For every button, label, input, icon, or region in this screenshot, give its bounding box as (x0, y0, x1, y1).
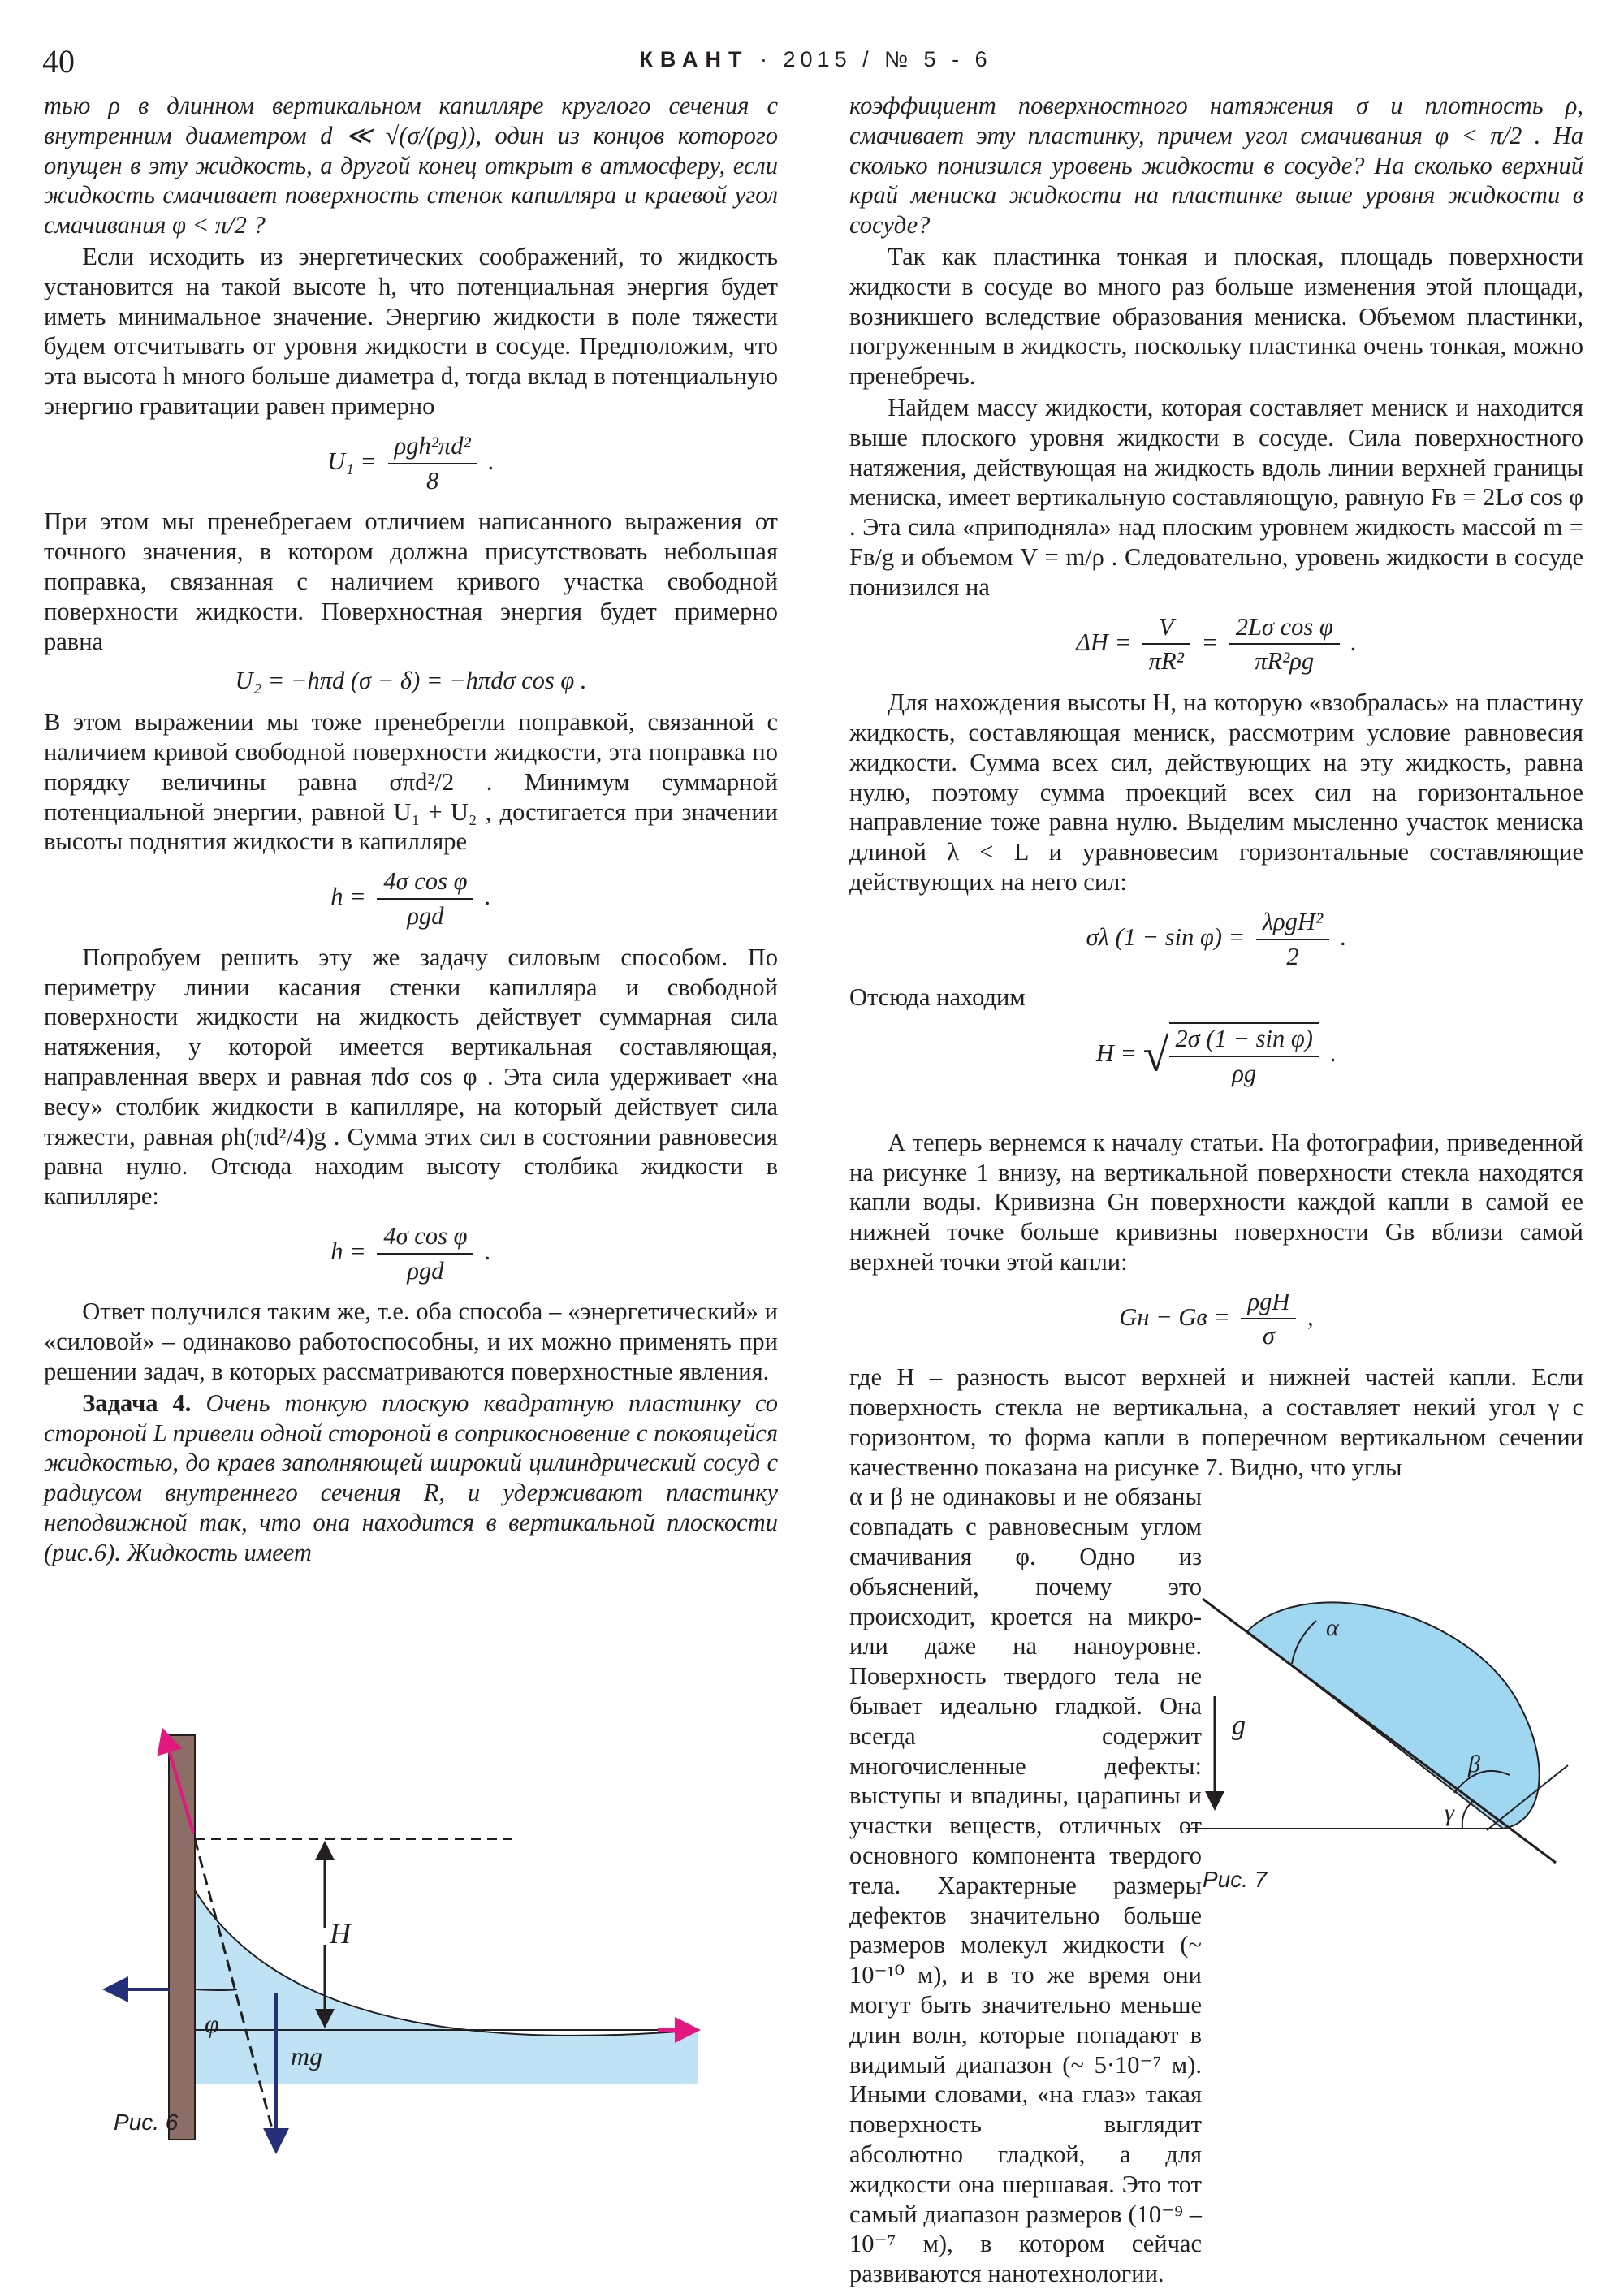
fraction-numerator: 2Lσ cos φ (1229, 612, 1340, 646)
equation-equals: = (1194, 628, 1224, 656)
equation-end: . (478, 1237, 491, 1265)
fraction-numerator: 4σ cos φ (377, 1221, 473, 1255)
drop-shape (1247, 1602, 1540, 1829)
equation-curvature (849, 1287, 1583, 1352)
angle-gamma-arc (1462, 1802, 1472, 1829)
fraction-numerator: 2σ (1 − sin φ) (1169, 1024, 1320, 1057)
fraction-numerator: λρgH² (1256, 907, 1329, 940)
magazine-title: КВАНТ (639, 47, 749, 71)
equation-u1 (44, 431, 778, 496)
fraction (377, 1221, 473, 1286)
equation-h-force (44, 1221, 778, 1286)
label-phi: φ (205, 2009, 219, 2038)
equation-end: . (1334, 922, 1347, 951)
page-header (42, 42, 1589, 83)
fraction-denominator: πR²ρg (1255, 647, 1315, 676)
paragraph: Попробуем решить эту же задачу силовым способом. По периметру линии касания стенки капилляра и свободной поверхности жидкости на жидкость действует суммарная сила натяжения, у которой имеется вертикальная составляющая, направленная вверх и равная πdσ cos φ . Эта сила удерживает «на весу» столбик жидкости в капилляре, на который действует сила тяжести, равная ρh(πd²/4)g . Сумма этих сил в состоянии равновесия равна нулю. Отсюда находим высоту столбика жидкости в капилляре: (44, 943, 778, 1211)
fraction (1241, 1287, 1296, 1352)
paragraph: Если исходить из энергетических соображений, то жидкость установится на такой высоте h, что потенциальная энергия будет иметь минимальное значение. Энергию жидкости в поле тяжести будем отсчитывать от уровня жидкости в сосуде. Предположим, что эта высота h много больше диаметра d, тогда вклад в потенциальную энергию гравитации равен примерно (44, 242, 778, 420)
fraction (1256, 907, 1329, 972)
fraction-denominator: ρgd (407, 1256, 444, 1285)
paragraph: Для нахождения высоты H, на которую «взобралась» на пластину жидкость, составляющая мениск, рассмотрим условие равновесия жидкости. Сумма всех сил, действующих на эту жидкость, равна нулю, поэтому сумма проекций всех сил на горизонтальное направление тоже равна нулю. Выделим мысленно участок мениска длиной λ < L и уравновесим горизонтальные составляющие действующих на него сил: (849, 689, 1583, 896)
fraction-numerator: V (1142, 612, 1190, 646)
fraction (1142, 612, 1190, 677)
paragraph: Ответ получился таким же, т.е. оба способа – «энергетический» и «силовой» – одинаково работоспособны, и их можно применять при решении задач, в которых рассматриваются поверхностные явления. (44, 1298, 778, 1386)
label-g: g (1232, 1711, 1246, 1741)
paragraph: Найдем массу жидкости, которая составляет мениск и находится выше плоского уровня жидкости в сосуде. Сила поверхностного натяжения, действующая на жидкость вдоль линии верхней границы мениска, имеет вертикальную составляющую, равную Fв = 2Lσ cos φ . Эта сила «приподняла» над плоским уровнем жидкость массой m = Fв/g и объемом V = m/ρ . Следовательно, уровень жидкости в сосуде понизился на (849, 393, 1583, 601)
equation-delta-h (849, 612, 1583, 677)
fraction-numerator: 4σ cos φ (377, 866, 473, 900)
task-text: Очень тонкую плоскую квадратную пластинку со стороной L привели одной стороной в соприкосновение с покоящейся жидкостью, до краев заполняющей широкий цилиндрический сосуд с радиусом внутреннего сечения R, и удерживают пластинку неподвижной так, что она находится в вертикальной плоскости (рис.6). Жидкость имеет (44, 1389, 778, 1566)
equation-end: . (1344, 628, 1357, 656)
paragraph: Отсюда находим (849, 983, 1026, 1012)
left-column (44, 91, 778, 1568)
equation-balance (849, 907, 1583, 972)
paragraph: А теперь вернемся к началу статьи. На фотографии, приведенной на рисунке 1 внизу, на вертикальной поверхности стекла находятся капли воды. Кривизна Gн поверхности каждой капли в самой ее нижней точке больше кривизны поверхности Gв вблизи самой верхней точки этой капли: (849, 1128, 1583, 1276)
figure-6 (89, 1717, 739, 2156)
figure-7-caption: Рис. 7 (1203, 1867, 1268, 1892)
label-alpha: α (1326, 1614, 1339, 1641)
fraction-denominator: πR² (1148, 647, 1184, 676)
equation-lhs: σλ (1 − sin φ) = (1086, 922, 1251, 951)
figure-6-caption: Рис. 6 (114, 2110, 179, 2135)
intro-problem-text: тью ρ в длинном вертикальном капилляре круглого сечения с внутренним диаметром d ≪ √(σ/(ρg)), один из концов которого опущен в эту жидкость, а другой конец открыт в атмосферу, если жидкость смачивает поверхность стенок капилляра и краевой угол смачивания φ < π/2 ? (44, 92, 778, 240)
fraction (388, 431, 477, 496)
equation-lhs: U₁ = (327, 447, 383, 475)
label-gamma: γ (1445, 1799, 1454, 1826)
task-4 (44, 1389, 778, 1568)
equation-u2: U₂ = −hπd (σ − δ) = −hπdσ cos φ . (235, 667, 587, 695)
equation-h (44, 866, 778, 931)
running-head (42, 47, 1589, 72)
equation-lhs: h = (330, 882, 373, 910)
fraction-denominator: ρgd (407, 901, 444, 930)
equation-end: . (1324, 1039, 1337, 1067)
fraction-numerator: ρgh²πd² (388, 431, 477, 464)
fraction-numerator: ρgH (1241, 1287, 1296, 1320)
label-mg: mg (291, 2041, 323, 2071)
fraction-denominator: 8 (425, 466, 439, 495)
label-H: H (330, 1917, 351, 1950)
paragraph: где H – разность высот верхней и нижней частей капли. Если поверхность стекла не вертикальна, а составляет некий угол γ с горизонтом, то форма капли в поперечном вертикальном сечении качественно показана на рисунке 7. Видно, что углы (849, 1363, 1583, 1481)
page-number: 40 (42, 43, 75, 80)
fraction (1229, 612, 1340, 677)
right-column (849, 91, 1583, 2289)
equation-H (849, 1022, 1583, 1089)
label-beta: β (1468, 1751, 1480, 1777)
equation-end: . (478, 882, 491, 910)
angle-phi-arc (195, 1989, 237, 1990)
paragraph: В этом выражении мы тоже пренебрегли поправкой, связанной с наличием кривой свободной поверхности жидкости, эта поправка по порядку величины равна σπd²/2 . Минимум суммарной потенциальной энергии, равной U₁ + U₂ , достигается при значении высоты поднятия жидкости в капилляре (44, 708, 778, 856)
sqrt-sign: √ (1142, 1028, 1169, 1082)
equation-lhs: h = (330, 1237, 373, 1265)
fraction-denominator: ρg (1232, 1059, 1257, 1087)
paragraph: Так как пластинка тонкая и плоская, площадь поверхности жидкости в сосуде во много раз больше изменения этой площади, возникшего вследствие образования мениска. Объемом пластинки, погруженным в жидкость, поскольку пластинка очень тонкая, можно пренебречь. (849, 242, 1583, 391)
fraction (1169, 1022, 1320, 1089)
task-4-continued: коэффициент поверхностного натяжения σ и плотность ρ, смачивает эту пластинку, причем угол смачивания φ < π/2 . На сколько понизился уровень жидкости в сосуде? На сколько верхний край мениска жидкости на пластинке выше уровня жидкости в сосуде? (849, 92, 1583, 240)
paragraph: При этом мы пренебрегаем отличием написанного выражения от точного значения, в котором должна присутствовать небольшая поправка, связанная с наличием кривого участка свободной поверхности жидкости. Поверхностная энергия будет примерно равна (44, 507, 778, 655)
fraction-denominator: σ (1262, 1322, 1275, 1350)
equation-end: . (482, 447, 495, 475)
paragraph: α и β не одинаковы и не обязаны совпадать с равновесным углом смачивания φ. Одно из объяснений, почему это происходит, кроется на микро- или даже на наноуровне. Поверхность твердого тела не бывает идеально гладкой. Она всегда содержит многочисленные дефекты: выступы и впадины, царапины и участки веществ, отличных от основного компонента твердого тела. Характерные размеры дефектов значительно больше размеров молекул жидкости (~ 10⁻¹⁰ м), и в то же время они могут быть значительно меньше длин волн, которые попадают в видимый диапазон (~ 5·10⁻⁷ м). Иными словами, «на глаз» такая поверхность выглядит абсолютно гладкой, а для жидкости она шершавая. Это тот самый диапазон размеров (10⁻⁹ – 10⁻⁷ м), в котором сейчас развиваются нанотехнологии. (849, 1483, 1202, 2288)
figure-7 (1186, 1562, 1592, 1911)
equation-lhs: ΔH = (1076, 628, 1138, 656)
equation-lhs: H = (1095, 1039, 1143, 1067)
equation-end: , (1301, 1302, 1314, 1331)
task-label: Задача 4. (82, 1389, 192, 1417)
equation-lhs: Gн − Gв = (1119, 1302, 1237, 1331)
fraction-denominator: 2 (1286, 942, 1299, 970)
fraction (377, 866, 473, 931)
issue-info: · 2015 / № 5 - 6 (749, 47, 992, 71)
